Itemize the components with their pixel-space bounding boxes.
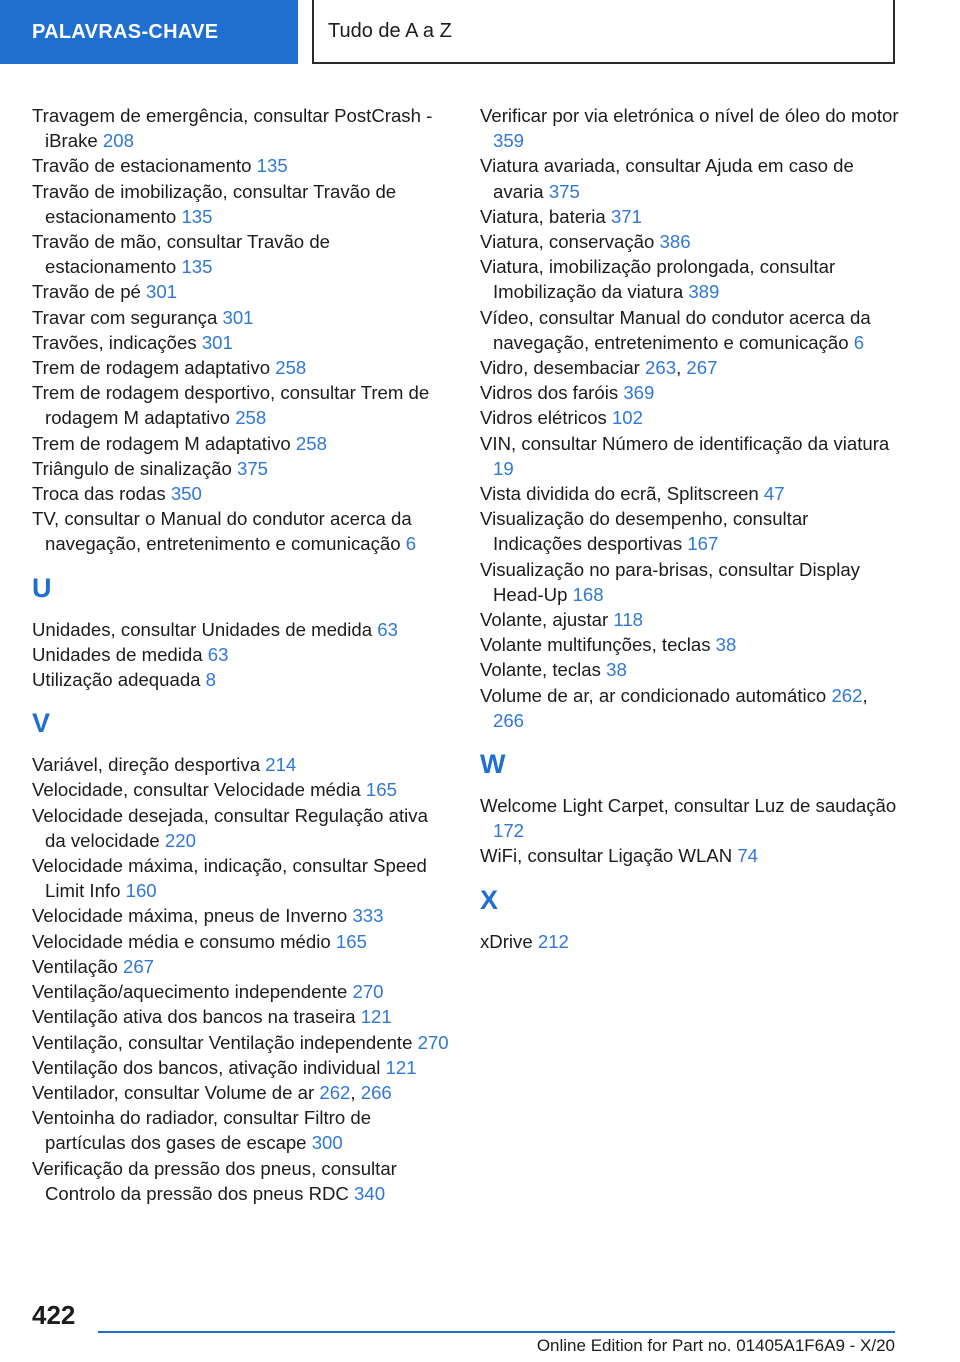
index-entry [480,557,900,607]
index-entry [480,481,900,506]
index-entry [480,380,900,405]
index-entry-term: Travão de estacionamento [32,155,252,177]
index-entry [32,153,452,178]
page-link[interactable]: 118 [613,609,644,631]
index-entry-term: Visualização no para-brisas, consultar Display Head-Up [480,558,860,605]
index-letter-heading: V [32,708,51,739]
index-entry [32,330,452,355]
index-entry [32,229,452,279]
page-link[interactable]: 6 [405,533,417,555]
page-link[interactable]: 262 [831,684,863,706]
page-separator: , [862,684,868,706]
index-entry-term: Variável, direção desportiva [32,754,261,776]
index-entry-term: Vista dividida do ecrã, Splitscreen [480,483,759,505]
page-link[interactable]: 167 [687,533,719,555]
page-link[interactable]: 267 [122,955,155,977]
index-entry-term: Trem de rodagem desportivo, consultar Trem de rodagem M adaptativo [32,382,430,429]
index-entry-term: xDrive [480,930,533,952]
index-entry [480,229,900,254]
index-entry [32,279,452,304]
index-entry [480,843,900,868]
index-entry-term: Velocidade desejada, consultar Regulação ativa da velocidade [32,804,428,851]
page-link[interactable]: 386 [659,231,691,253]
index-entry-term: WiFi, consultar Ligação WLAN [480,845,733,867]
index-entry-term: Ventilação dos bancos, ativação individual [32,1056,381,1078]
page-link[interactable]: 168 [572,583,604,605]
index-entry [480,683,900,733]
page-link[interactable]: 266 [493,709,525,731]
index-entry-term: TV, consultar o Manual do condutor acerca da navegação, entretenimento e comunicação [32,508,412,555]
page-link[interactable]: 258 [235,407,267,429]
page-title: Tudo de A a Z [312,0,895,64]
page-separator: , [350,1081,356,1103]
index-entry-term: Verificação da pressão dos pneus, consultar Controlo da pressão dos pneus RDC [32,1157,397,1204]
index-entry [32,1156,452,1206]
index-entry [32,752,452,777]
index-entry-term: Viatura avariada, consultar Ajuda em caso de avaria [480,155,854,202]
index-entry-term: Travão de mão, consultar Travão de estacionamento [32,231,330,278]
page-link[interactable]: 262 [319,1081,351,1103]
section-tab[interactable]: PALAVRAS-CHAVE [0,0,298,64]
page-link[interactable]: 63 [377,618,398,640]
page-link[interactable]: 333 [352,905,384,927]
index-entry [480,929,900,954]
index-entry-term: Vidros elétricos [480,407,607,429]
index-entry-term: Ventilação/aquecimento independente [32,981,348,1003]
index-entry [32,642,452,667]
page-link[interactable]: 135 [256,155,288,177]
index-entry-term: Troca das rodas [32,483,166,505]
page-number: 422 [32,1300,76,1330]
page-link[interactable]: 301 [222,306,254,328]
page-link[interactable]: 266 [360,1081,392,1103]
index-entry [480,103,900,153]
index-entry [32,506,452,556]
index-column-right [480,103,900,954]
index-entry [480,355,900,380]
index-entry [32,305,452,330]
page-link[interactable]: 263 [645,357,677,379]
index-entry-term: Ventilação, consultar Ventilação independente [32,1031,413,1053]
index-letter-heading: X [480,884,499,915]
index-entry [32,979,452,1004]
index-entry-term: Travagem de emergência, consultar PostCrash - iBrake [32,105,433,152]
index-entry-term: Travões, indicações [32,331,197,353]
index-entry [32,803,452,853]
page-header [0,0,960,66]
index-entry-term: Ventilador, consultar Volume de ar [32,1081,315,1103]
index-entry [32,954,452,979]
page-link[interactable]: 121 [385,1056,417,1078]
index-entry-term: Unidades, consultar Unidades de medida [32,618,373,640]
page-link[interactable]: 270 [417,1031,449,1053]
index-entry-term: Vídeo, consultar Manual do condutor acerca da navegação, entretenimento e comunicação [480,306,871,353]
page-link[interactable]: 38 [606,659,627,681]
index-entry-term: Utilização adequada [32,669,201,691]
page-link[interactable]: 375 [548,180,580,202]
index-entry [480,254,900,304]
page-link[interactable]: 165 [335,930,367,952]
index-entry-term: Velocidade, consultar Velocidade média [32,779,361,801]
index-letter-heading: U [32,572,52,603]
index-entry [480,506,900,556]
index-entry-term: VIN, consultar Número de identificação da viatura [480,432,890,454]
page-link[interactable]: 267 [686,357,718,379]
page-link[interactable]: 74 [737,845,758,867]
page-link[interactable]: 160 [125,880,157,902]
index-entry-term: Ventoinha do radiador, consultar Filtro de partículas dos gases de escape [32,1107,372,1154]
index-entry-term: Verificar por via eletrónica o nível de óleo do motor [480,105,899,126]
index-entry-term: Velocidade máxima, pneus de Inverno [32,905,348,927]
page-link[interactable]: 375 [237,457,269,479]
page-link[interactable]: 371 [610,205,642,227]
index-entry-term: Triângulo de sinalização [32,457,232,479]
page-link[interactable]: 301 [146,281,178,303]
index-entry [32,853,452,903]
page-link[interactable]: 258 [295,432,327,454]
index-entry-term: Viatura, imobilização prolongada, consultar Imobilização da viatura [480,256,836,303]
page-link[interactable]: 6 [853,331,865,353]
index-entry-term: Travão de imobilização, consultar Travão de estacionamento [32,180,397,227]
index-entry [32,929,452,954]
page-link[interactable]: 208 [102,130,134,152]
index-entry [32,1004,452,1029]
page-link[interactable]: 121 [360,1006,392,1028]
index-entry-term: Trem de rodagem M adaptativo [32,432,291,454]
index-entry [32,179,452,229]
index-entry-term: Vidro, desembaciar [480,357,640,379]
page-link[interactable]: 369 [623,382,655,404]
index-entry [32,1080,452,1105]
index-entry-term: Velocidade média e consumo médio [32,930,331,952]
index-entry-term: Volante multifunções, teclas [480,634,711,656]
index-entry-term: Unidades de medida [32,643,203,665]
index-entry [32,456,452,481]
index-entry [480,793,900,843]
index-entry-term: Visualização do desempenho, consultar Indicações desportivas [480,508,809,555]
page-link[interactable]: 172 [493,820,525,842]
index-letter-heading: W [480,749,506,780]
index-entry [480,204,900,229]
page-link[interactable]: 38 [715,634,737,656]
page-link[interactable]: 47 [763,483,785,505]
index-entry [32,667,452,692]
page-link[interactable]: 135 [181,205,213,227]
index-entry-term: Volume de ar, ar condicionado automático [480,684,827,706]
index-entry-term: Travar com segurança [32,306,218,328]
index-entry [480,632,900,657]
index-entry [32,355,452,380]
page-separator: , [676,357,682,379]
page-link[interactable]: 8 [205,669,217,691]
page-link[interactable]: 135 [181,256,213,278]
index-entry-term: Velocidade máxima, indicação, consultar Speed Limit Info [32,855,427,902]
index-entry [32,903,452,928]
index-entry [480,405,900,430]
index-entry [32,1105,452,1155]
footer-edition-text: Online Edition for Part no. 01405A1F6A9 - X/20 [536,1336,895,1355]
index-entry [32,1055,452,1080]
index-entry [32,1030,452,1055]
page-link[interactable]: 63 [207,643,229,665]
page-link[interactable]: 165 [365,779,397,801]
index-column-left [32,103,452,1206]
page-link[interactable]: 102 [611,407,643,429]
index-entry [32,431,452,456]
page-link[interactable]: 359 [493,130,525,152]
index-entry-term: Viatura, bateria [480,205,606,227]
footer-divider [98,1331,895,1333]
index-entry [480,305,900,355]
page-link[interactable]: 389 [688,281,720,303]
page-link[interactable]: 340 [354,1182,386,1204]
index-entry-term: Viatura, conservação [480,231,655,253]
index-entry-term: Vidros dos faróis [480,382,619,404]
page-link[interactable]: 220 [164,829,196,851]
page-link[interactable]: 258 [275,357,307,379]
page-link[interactable]: 270 [352,981,384,1003]
page-link[interactable]: 301 [201,331,233,353]
index-entry [480,431,900,481]
index-entry-term: Volante, teclas [480,659,601,681]
index-entry [480,153,900,203]
index-entry [32,481,452,506]
index-entry [480,607,900,632]
page-link[interactable]: 214 [265,754,297,776]
index-entry [32,103,452,153]
index-entry-term: Trem de rodagem adaptativo [32,357,271,379]
index-entry-term: Welcome Light Carpet, consultar Luz de saudação [480,795,897,817]
index-entry [480,657,900,682]
page-link[interactable]: 19 [493,457,514,479]
index-entry-term: Volante, ajustar [480,609,609,631]
page-link[interactable]: 350 [170,483,202,505]
index-entry [32,617,452,642]
index-entry [32,380,452,430]
index-entry-term: Travão de pé [32,281,141,303]
index-entry-term: Ventilação [32,955,118,977]
index-entry [32,777,452,802]
page-link[interactable]: 300 [311,1132,343,1154]
page-link[interactable]: 212 [537,930,569,952]
index-entry-term: Ventilação ativa dos bancos na traseira [32,1006,356,1028]
